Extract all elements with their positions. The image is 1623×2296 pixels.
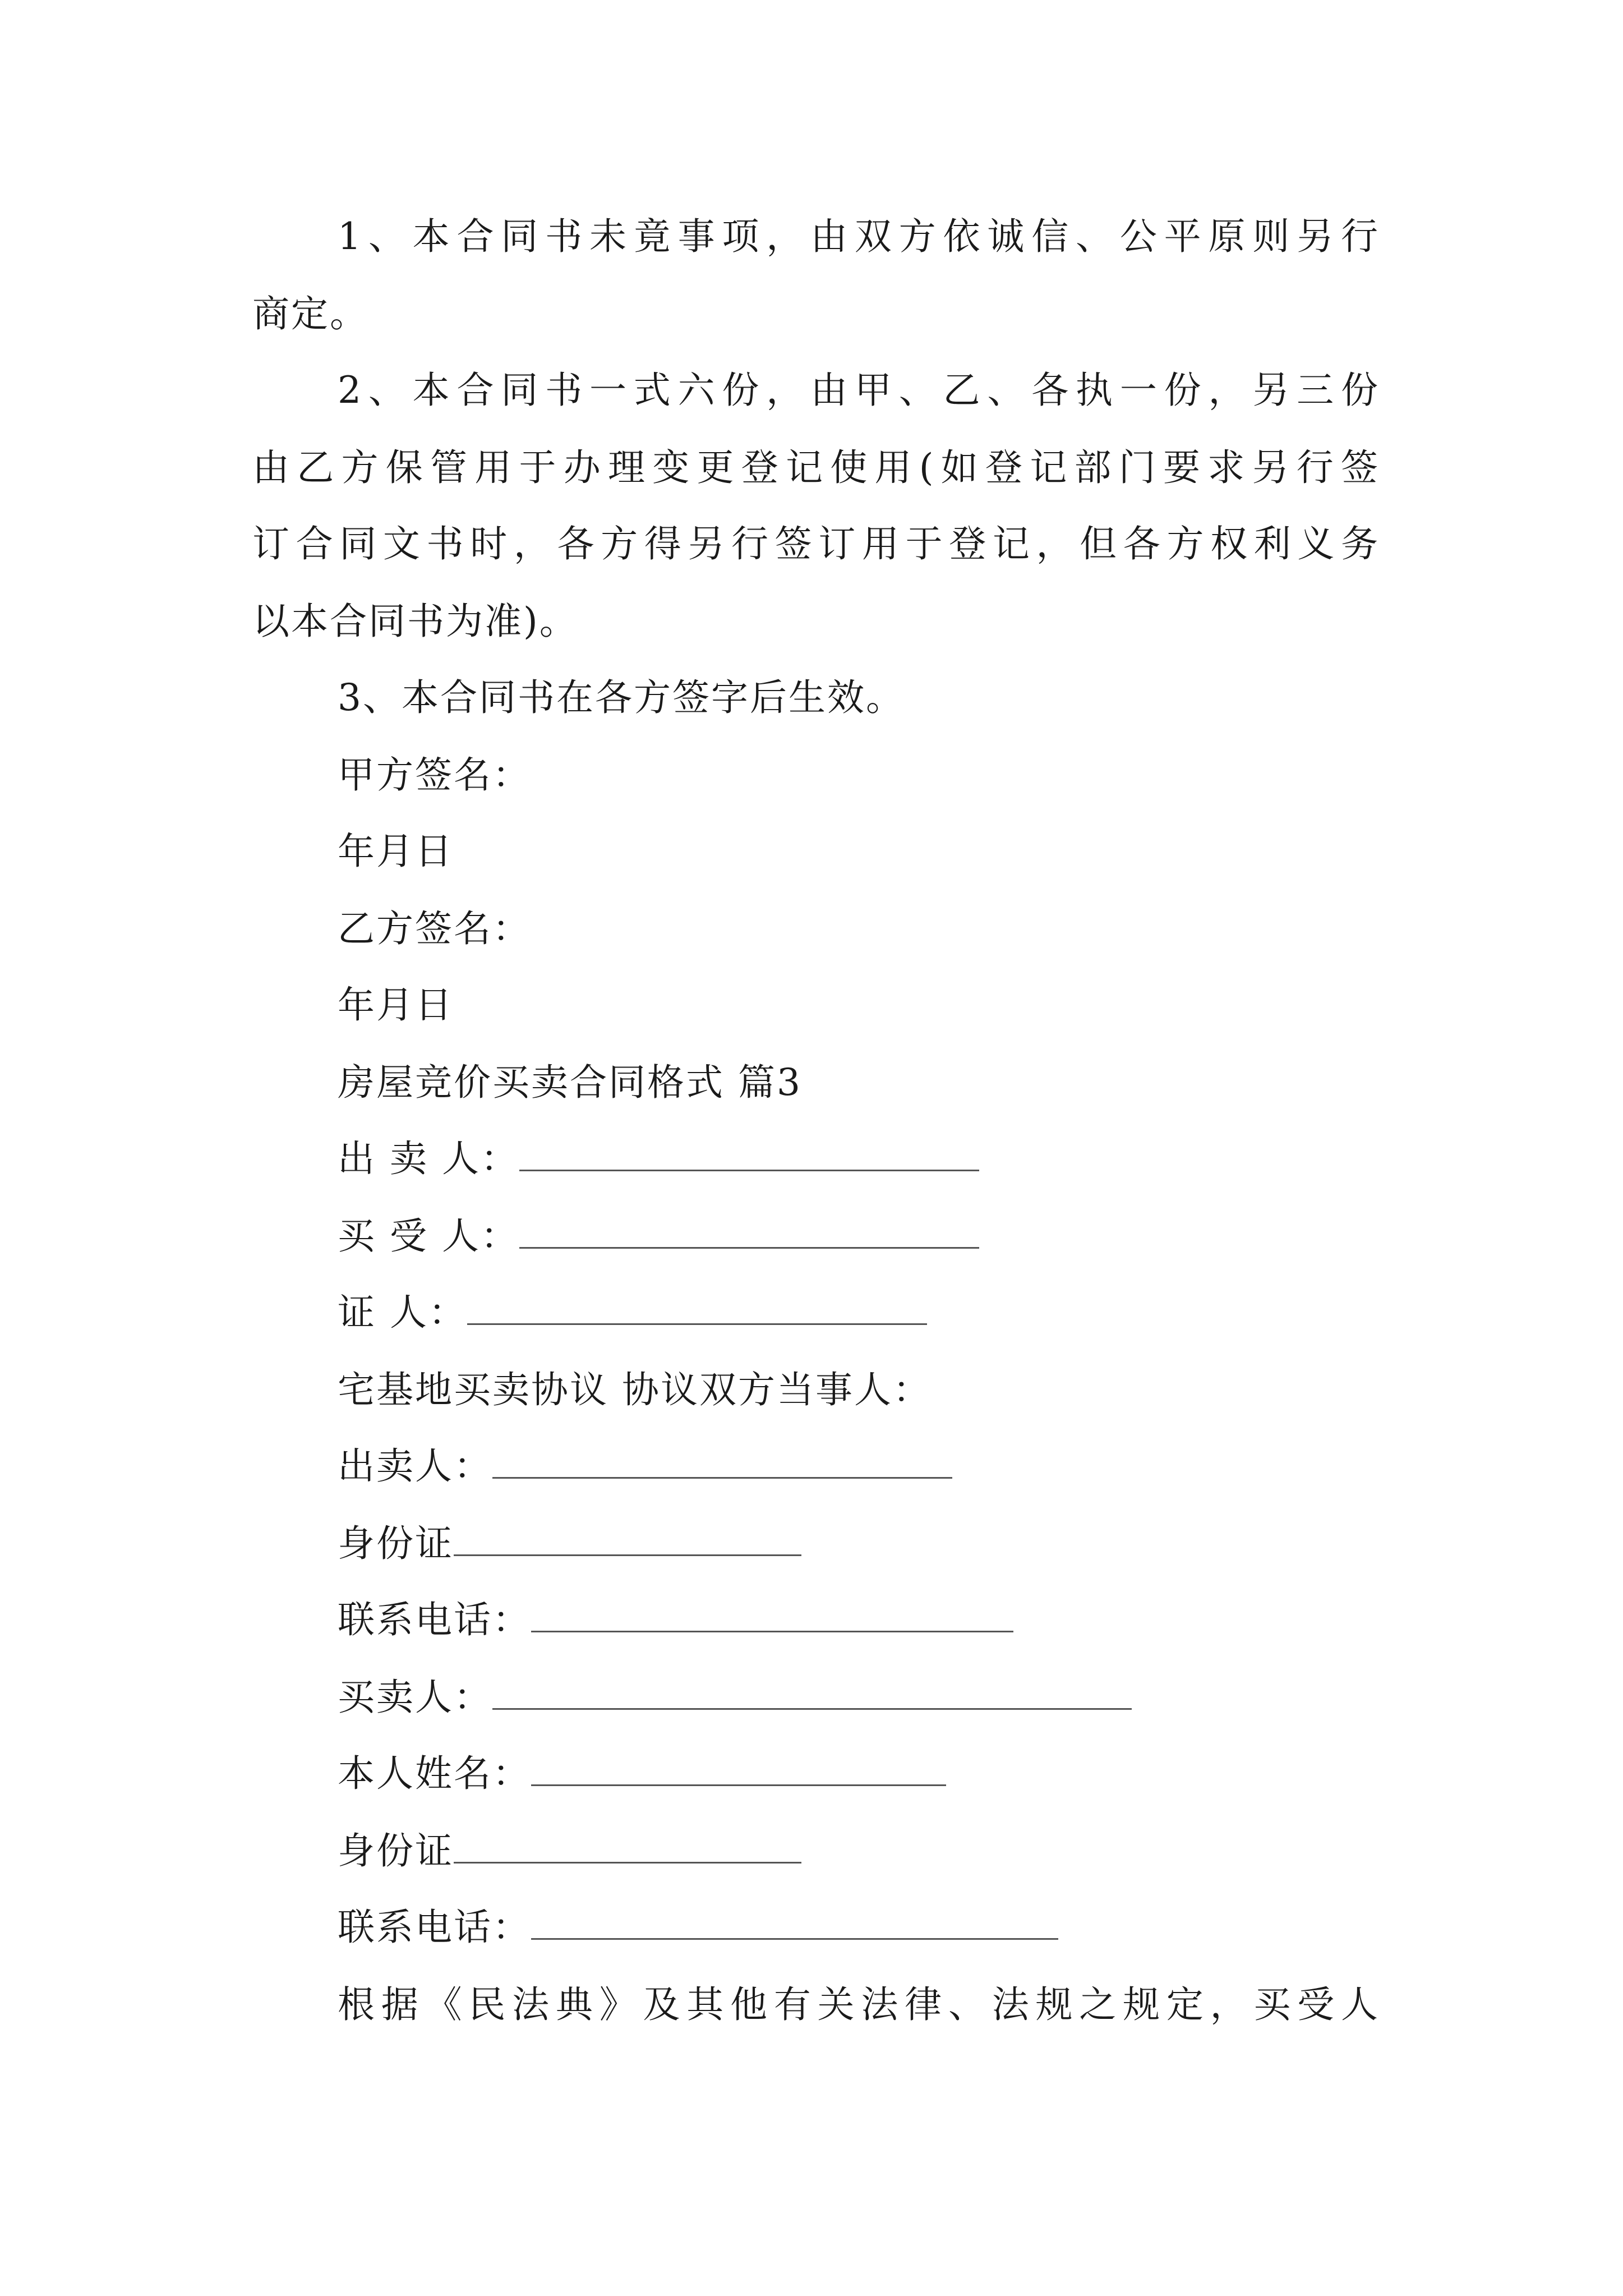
party-a-date: 年月日: [338, 830, 454, 873]
witness-blank: [467, 1293, 927, 1325]
name-label: 本人姓名：: [338, 1752, 531, 1795]
closing-line: 根据《民法典》及其他有关法律、法规之规定，买受人: [338, 1983, 1380, 2026]
buyer-label: 买 受 人：: [338, 1214, 519, 1258]
clause-2-line-4: 以本合同书为准)。: [252, 600, 578, 643]
phone-field-2: [338, 1905, 1058, 1950]
clause-2-line-2: 由乙方保管用于办理变更登记使用(如登记部门要求另行签: [252, 446, 1380, 489]
section-title: 房屋竞价买卖合同格式 篇3: [338, 1061, 802, 1104]
seller2-blank: [492, 1447, 952, 1479]
clause-1-line-1: 1、本合同书未竟事项，由双方依诚信、公平原则另行: [338, 215, 1380, 258]
name-blank: [531, 1754, 946, 1786]
party-b-signature-label: 乙方签名：: [338, 907, 531, 950]
name-field: [338, 1751, 946, 1796]
clause-3: 3、本合同书在各方签字后生效。: [338, 676, 905, 719]
seller-field: [338, 1137, 979, 1181]
witness-field: [338, 1290, 927, 1335]
id-field-2: [338, 1829, 801, 1874]
seller-blank: [519, 1139, 979, 1171]
phone-blank-1: [531, 1600, 1013, 1632]
witness-label: 证 人：: [338, 1291, 467, 1334]
party-b-date: 年月日: [338, 983, 454, 1027]
id-blank-2: [454, 1832, 801, 1864]
clause-2-line-3: 订合同文书时，各方得另行签订用于登记，但各方权利义务: [252, 522, 1380, 565]
id-label-1: 身份证: [338, 1522, 454, 1565]
phone-blank-2: [531, 1908, 1058, 1940]
buyer2-label: 买卖人：: [338, 1676, 492, 1719]
id-field-1: [338, 1521, 801, 1566]
phone-label-2: 联系电话：: [338, 1906, 531, 1949]
party-a-signature-label: 甲方签名：: [338, 753, 531, 797]
id-blank-1: [454, 1524, 801, 1556]
buyer-blank: [519, 1217, 979, 1249]
phone-label-1: 联系电话：: [338, 1598, 531, 1641]
id-label-2: 身份证: [338, 1829, 454, 1872]
seller2-label: 出卖人：: [338, 1444, 492, 1488]
phone-field-1: [338, 1598, 1013, 1642]
buyer2-field: [338, 1675, 1132, 1720]
clause-2-line-1: 2、本合同书一式六份，由甲、乙、各执一份，另三份: [338, 369, 1380, 412]
buyer2-blank: [492, 1678, 1132, 1710]
buyer-field: [338, 1214, 979, 1259]
seller-label: 出 卖 人：: [338, 1137, 519, 1180]
clause-1-line-2: 商定。: [252, 292, 368, 335]
seller2-field: [338, 1444, 952, 1489]
agreement-heading: 宅基地买卖协议 协议双方当事人：: [338, 1368, 932, 1411]
